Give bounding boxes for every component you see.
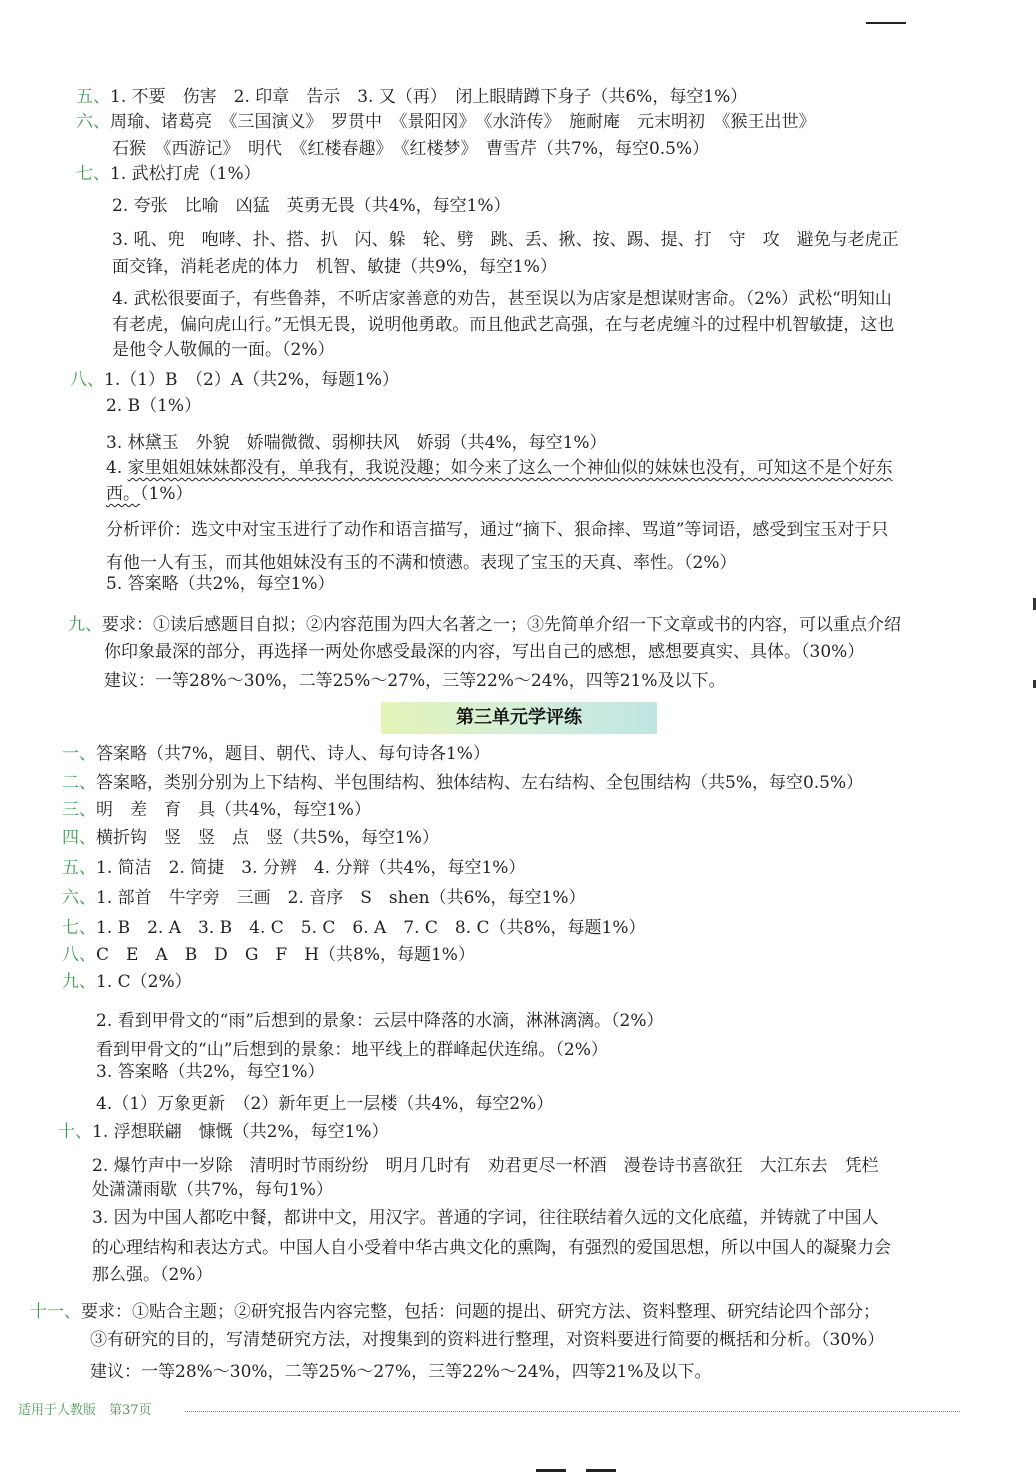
answer-text: 5. 答案略（共2%，每空1%） xyxy=(106,574,335,594)
answer-text: 有他一人有玉，而其他姐妹没有玉的不满和愤懑。表现了宝玉的天真、率性。（2%） xyxy=(106,553,737,573)
answer-text: 的心理结构和表达方式。中国人自小受着中华古典文化的熏陶，有强烈的爱国思想，所以中国人的凝聚力会 xyxy=(92,1238,891,1258)
answer-line xyxy=(92,1156,879,1176)
answer-line xyxy=(106,484,192,504)
answer-text: 要求：①贴合主题；②研究报告内容完整，包括：问题的提出、研究方法、资料整理、研究结论四个部分； xyxy=(81,1302,880,1322)
answer-line xyxy=(90,1362,712,1382)
answer-line xyxy=(106,458,893,478)
question-number: 七、 xyxy=(62,918,96,938)
answer-line xyxy=(92,1180,333,1200)
answer-text: 4. 武松很要面子，有些鲁莽，不听店家善意的劝告，甚至误以为店家是想谋财害命。（2%）武松“明知山 xyxy=(112,289,892,309)
answer-text: 看到甲骨文的“山”后想到的景象：地平线上的群峰起伏连绵。（2%） xyxy=(96,1040,608,1060)
answer-line xyxy=(62,918,646,938)
answer-text: 答案略（共7%，题目、朝代、诗人、每句诗各1%） xyxy=(96,744,490,764)
question-number: 五、 xyxy=(62,858,96,878)
quoted-sentence: 西。 xyxy=(106,484,140,504)
question-number: 七、 xyxy=(76,164,110,184)
answer-text: 明 差 育 具（共4%，每空1%） xyxy=(96,800,371,820)
question-number: 十一、 xyxy=(30,1302,81,1322)
answer-line xyxy=(62,773,863,793)
answer-text: 面交锋，消耗老虎的体力 机智、敏捷（共9%，每空1%） xyxy=(112,257,557,277)
answer-line xyxy=(68,615,901,635)
page-footer: 适用于人教版 第37页 xyxy=(18,1403,152,1418)
answer-line xyxy=(106,520,888,540)
answer-text: 有老虎，偏向虎山行。”无惧无畏，说明他勇敢。而且他武艺高强，在与老虎缠斗的过程中机智敏捷，这也 xyxy=(112,315,895,335)
answer-line xyxy=(106,553,736,573)
answer-text: 1. 浮想联翩 慷慨（共2%，每空1%） xyxy=(92,1122,389,1142)
answer-line xyxy=(112,196,511,216)
answer-text: 3. 林黛玉 外貌 娇喘微微、弱柳扶风 娇弱（共4%，每空1%） xyxy=(106,433,607,453)
answer-text: 1. 简洁 2. 简捷 3. 分辨 4. 分辩（共4%，每空1%） xyxy=(96,858,526,878)
answer-line xyxy=(76,112,816,132)
answer-line xyxy=(104,642,864,662)
answer-text: 4.（1）万象更新 （2）新年更上一层楼（共4%，每空2%） xyxy=(96,1094,554,1114)
answer-text: C E A B D G F H（共8%，每题1%） xyxy=(96,945,475,965)
answer-text: 1.（1）B （2）A（共2%，每题1%） xyxy=(104,370,400,390)
answer-text: ③有研究的目的，写清楚研究方法，对搜集到的资料进行整理，对资料要进行简要的概括和分析。（30%） xyxy=(90,1330,885,1350)
answer-text: （1%） xyxy=(140,484,193,504)
answer-line xyxy=(92,1208,879,1228)
answer-text: 1. 不要 伤害 2. 印章 告示 3. 又（再） 闭上眼睛蹲下身子（共6%，每空1%） xyxy=(110,87,748,107)
answer-line xyxy=(106,396,201,416)
bottom-edge-mark-2 xyxy=(586,1469,616,1472)
top-edge-mark xyxy=(866,22,906,24)
answer-line xyxy=(96,1094,553,1114)
answer-line xyxy=(62,744,490,764)
answer-text: 横折钩 竖 竖 点 竖（共5%，每空1%） xyxy=(96,828,439,848)
answer-text: 是他令人敬佩的一面。（2%） xyxy=(112,340,335,360)
answer-text: 3. 答案略（共2%，每空1%） xyxy=(96,1062,325,1082)
quoted-sentence: 家里姐姐妹妹都没有，单我有，我说没趣；如今来了这么一个神仙似的妹妹也没有，可知这不是个好东 xyxy=(127,458,893,478)
answer-line xyxy=(112,257,557,277)
answer-line xyxy=(76,164,261,184)
question-number: 九、 xyxy=(62,972,96,992)
answer-text: 1. 部首 牛字旁 三画 2. 音序 S shen（共6%，每空1%） xyxy=(96,888,586,908)
answer-text: 3. 吼、兜 咆哮、扑、搭、扒 闪、躲 轮、劈 跳、丢、揪、按、踢、提、打 守 攻 避免与老虎正 xyxy=(112,230,899,250)
answer-text: 2. 看到甲骨文的“雨”后想到的景象：云层中降落的水滴，淋淋漓漓。（2%） xyxy=(96,1011,664,1031)
answer-line xyxy=(92,1238,891,1258)
answer-line xyxy=(112,139,709,159)
answer-text: 2. 夸张 比喻 凶猛 英勇无畏（共4%，每空1%） xyxy=(112,196,511,216)
answer-text: 1. 武松打虎（1%） xyxy=(110,164,261,184)
answer-line xyxy=(62,888,586,908)
answer-text: 要求：①读后感题目自拟；②内容范围为四大名著之一；③先简单介绍一下文章或书的内容，可以重点介绍 xyxy=(102,615,901,635)
answer-line xyxy=(112,289,892,309)
answer-text: 分析评价：选文中对宝玉进行了动作和语言描写，通过“摘下、狠命摔、骂道”等词语，感受到宝玉对于只 xyxy=(106,520,889,540)
answer-text: 那么强。（2%） xyxy=(92,1265,213,1285)
answer-line xyxy=(112,315,894,335)
answer-line xyxy=(76,87,747,107)
answer-text: 1. B 2. A 3. B 4. C 5. C 6. A 7. C 8. C（共8%，每题1%） xyxy=(96,918,646,938)
question-number: 八、 xyxy=(62,945,96,965)
answer-text: 1. C（2%） xyxy=(96,972,192,992)
answer-line xyxy=(92,1265,212,1285)
question-number: 六、 xyxy=(62,888,96,908)
answer-text: 2. B（1%） xyxy=(106,396,202,416)
bottom-edge-mark xyxy=(536,1469,566,1472)
footer-divider xyxy=(185,1411,960,1412)
answer-text: 石猴 《西游记》 明代 《红楼春趣》 《红楼梦》 曹雪芹（共7%，每空0.5%） xyxy=(112,139,710,159)
answer-line xyxy=(58,1122,389,1142)
section-title: 第三单元学评练 xyxy=(381,702,657,734)
answer-text: 建议：一等28%～30%，二等25%～27%，三等22%～24%，四等21%及以下。 xyxy=(104,671,726,691)
answer-text: 3. 因为中国人都吃中餐，都讲中文，用汉字。普通的字词，往往联结着久远的文化底蕴，并铸就了中国人 xyxy=(92,1208,879,1228)
question-number: 三、 xyxy=(62,800,96,820)
answer-line xyxy=(62,828,439,848)
question-number: 一、 xyxy=(62,744,96,764)
answer-line xyxy=(62,858,525,878)
answer-line xyxy=(70,370,399,390)
answer-line xyxy=(96,1011,663,1031)
answer-text: 建议：一等28%～30%，二等25%～27%，三等22%～24%，四等21%及以下。 xyxy=(90,1362,712,1382)
answer-text: 周瑜、诸葛亮 《三国演义》 罗贯中 《景阳冈》 《水浒传》 施耐庵 元末明初 《猴王出世》 xyxy=(110,112,816,132)
answer-line xyxy=(62,972,192,992)
question-number: 十、 xyxy=(58,1122,92,1142)
answer-line xyxy=(62,800,371,820)
answer-line xyxy=(90,1330,884,1350)
answer-text: 2. 爆竹声中一岁除 清明时节雨纷纷 明月几时有 劝君更尽一杯酒 漫卷诗书喜欲狂 大江东去 凭栏 xyxy=(92,1156,879,1176)
answer-line xyxy=(62,945,475,965)
question-number: 二、 xyxy=(62,773,96,793)
answer-text: 你印象最深的部分，再选择一两处你感受最深的内容，写出自己的感想，感想要真实、具体。（30%） xyxy=(104,642,865,662)
answer-text: 答案略，类别分别为上下结构、半包围结构、独体结构、左右结构、全包围结构（共5%，每空0.5%） xyxy=(96,773,864,793)
answer-line xyxy=(112,340,334,360)
answer-line xyxy=(96,1040,608,1060)
question-number: 六、 xyxy=(76,112,110,132)
question-number: 九、 xyxy=(68,615,102,635)
question-number: 五、 xyxy=(76,87,110,107)
answer-line xyxy=(104,671,726,691)
answer-line xyxy=(30,1302,880,1322)
answer-text: 处潇潇雨歇（共7%，每句1%） xyxy=(92,1180,333,1200)
question-number: 八、 xyxy=(70,370,104,390)
answer-text: 4. xyxy=(106,458,128,478)
answer-line xyxy=(96,1062,325,1082)
answer-line xyxy=(106,433,607,453)
answer-line xyxy=(112,230,899,250)
answer-line xyxy=(106,574,335,594)
question-number: 四、 xyxy=(62,828,96,848)
